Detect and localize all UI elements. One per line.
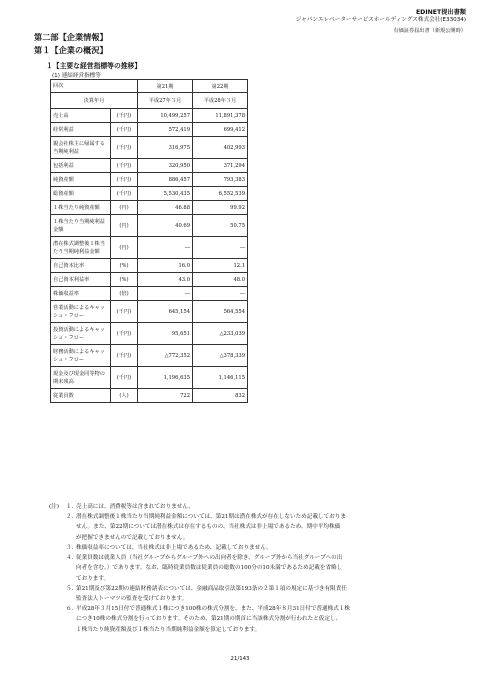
period-row bbox=[51, 93, 248, 109]
row-value-21: 5,530,435 bbox=[138, 187, 193, 201]
row-label: 自己資本利益率 bbox=[51, 273, 111, 287]
table-row bbox=[51, 287, 248, 301]
row-unit: (千円) bbox=[111, 345, 138, 367]
row-value-21: ― bbox=[138, 287, 193, 301]
row-value-21: 95,651 bbox=[138, 323, 193, 345]
row-value-22: 402,993 bbox=[193, 137, 248, 159]
note-line bbox=[66, 625, 260, 636]
document-type: 有価証券届出書（新規公開時） bbox=[393, 28, 466, 34]
row-value-21: △772,352 bbox=[138, 345, 193, 367]
row-unit: (%) bbox=[111, 259, 138, 273]
row-value-22: 6,552,539 bbox=[193, 187, 248, 201]
row-value-21: 572,419 bbox=[138, 123, 193, 137]
row-value-21: 722 bbox=[138, 389, 193, 403]
row-label: 自己資本比率 bbox=[51, 259, 111, 273]
note-line bbox=[66, 574, 109, 585]
row-value-22: 371,294 bbox=[193, 159, 248, 173]
row-label: 純資産額 bbox=[51, 173, 111, 187]
row-value-22: 12.1 bbox=[193, 259, 248, 273]
row-label: 包括利益 bbox=[51, 159, 111, 173]
row-label: 現金及び現金同等物の期末残高 bbox=[51, 367, 111, 389]
note-text: につき10株の株式分割を行っております。そのため、第21期の期首に当該株式分割が行われたと仮定し、 bbox=[76, 616, 342, 623]
row-unit: (千円) bbox=[111, 323, 138, 345]
note-text: 向者を含む。）であります。なお、臨時従業員数は従業員の総数の100分の10未満であるため記載を省略し bbox=[76, 565, 343, 572]
table-row bbox=[51, 367, 248, 389]
note-text: 潜在株式調整後１株当たり当期純利益金額については、第21期は潜在株式が存在しないため記載しておりま bbox=[76, 514, 346, 520]
row-label: 総資産額 bbox=[51, 187, 111, 201]
row-label: 潜在株式調整後１株当たり当期純利益金額 bbox=[51, 237, 111, 259]
company-name: ジャパンエレベーターサービスホールディングス株式会社(E33034) bbox=[295, 17, 466, 23]
note-number: ５． bbox=[66, 586, 78, 592]
row-value-21: 320,950 bbox=[138, 159, 193, 173]
table-header-row bbox=[51, 80, 248, 93]
row-value-21: 645,154 bbox=[138, 301, 193, 323]
row-label: １株当たり純資産額 bbox=[51, 201, 111, 215]
note-line bbox=[66, 614, 341, 625]
period-col2: 平成28年３月 bbox=[193, 93, 248, 109]
table-row bbox=[51, 159, 248, 173]
table-row bbox=[51, 301, 248, 323]
table-row bbox=[51, 273, 248, 287]
subsubsection-heading: (1) 連結経営指標等 bbox=[52, 73, 101, 79]
row-value-22: 699,412 bbox=[193, 123, 248, 137]
row-value-21: ― bbox=[138, 237, 193, 259]
row-unit: (倍) bbox=[111, 287, 138, 301]
period-label: 決算年月 bbox=[51, 93, 138, 109]
row-unit: (%) bbox=[111, 273, 138, 287]
row-unit: (円) bbox=[111, 201, 138, 215]
header-col1: 第21期 bbox=[138, 80, 193, 93]
row-value-22: 832 bbox=[193, 389, 248, 403]
note-line bbox=[66, 502, 194, 513]
row-value-22: 793,383 bbox=[193, 173, 248, 187]
note-text: 平成28年３月15日付で普通株式１株につき100株の株式分割を、また、平成28年８月31日付で普通株式１株 bbox=[76, 606, 350, 612]
note-line bbox=[66, 512, 346, 523]
row-value-21: 40.69 bbox=[138, 215, 193, 237]
note-number: １． bbox=[66, 504, 78, 510]
row-unit: (千円) bbox=[111, 173, 138, 187]
row-value-22: 564,554 bbox=[193, 301, 248, 323]
note-number: ２． bbox=[66, 514, 78, 520]
table-row bbox=[51, 201, 248, 215]
table-row bbox=[51, 173, 248, 187]
row-value-21: 46.88 bbox=[138, 201, 193, 215]
note-line bbox=[66, 584, 347, 595]
table-row bbox=[51, 323, 248, 345]
note-line bbox=[66, 533, 188, 544]
row-unit: (千円) bbox=[111, 137, 138, 159]
part-heading: 第二部【企業情報】 bbox=[34, 32, 108, 42]
table-row bbox=[51, 237, 248, 259]
note-line bbox=[66, 563, 342, 574]
row-value-22: △378,339 bbox=[193, 345, 248, 367]
financial-indicators-table bbox=[50, 79, 248, 403]
page-number: 21/143 bbox=[230, 656, 250, 662]
table-row bbox=[51, 259, 248, 273]
note-text: 監査法人トーマツの監査を受けております。 bbox=[76, 596, 188, 603]
note-line bbox=[66, 553, 342, 564]
note-number: ６． bbox=[66, 606, 78, 612]
row-label: 投資活動によるキャッシュ・フロー bbox=[51, 323, 111, 345]
table-row bbox=[51, 389, 248, 403]
row-value-22: △233,039 bbox=[193, 323, 248, 345]
row-label: 財務活動によるキャッシュ・フロー bbox=[51, 345, 111, 367]
table-row bbox=[51, 345, 248, 367]
row-value-22: 99.92 bbox=[193, 201, 248, 215]
edinet-label: EDINET提出書類 bbox=[415, 9, 466, 16]
note-line bbox=[66, 543, 272, 554]
note-line bbox=[66, 522, 340, 533]
row-label: 従業員数 bbox=[51, 389, 111, 403]
note-text: が把握できませんので記載しておりません。 bbox=[76, 534, 189, 541]
row-label: 経常利益 bbox=[51, 123, 111, 137]
row-value-21: 16.0 bbox=[138, 259, 193, 273]
row-value-21: 886,457 bbox=[138, 173, 193, 187]
row-label: 営業活動によるキャッシュ・フロー bbox=[51, 301, 111, 323]
row-unit: (千円) bbox=[111, 159, 138, 173]
row-value-22: 50.75 bbox=[193, 215, 248, 237]
row-value-21: 1,196,635 bbox=[138, 367, 193, 389]
period-col1: 平成27年３月 bbox=[138, 93, 193, 109]
row-value-22: ― bbox=[193, 287, 248, 301]
row-value-21: 316,975 bbox=[138, 137, 193, 159]
row-value-21: 10,499,257 bbox=[138, 109, 193, 123]
note-number: ４． bbox=[66, 555, 78, 561]
note-text: 売上高には、消費税等は含まれておりません。 bbox=[76, 504, 194, 510]
table-row bbox=[51, 123, 248, 137]
row-unit: (円) bbox=[111, 215, 138, 237]
note-text: ております。 bbox=[76, 575, 110, 582]
table-row bbox=[51, 109, 248, 123]
section-heading: 第１【企業の概況】 bbox=[34, 45, 108, 55]
header-col2: 第22期 bbox=[193, 80, 248, 93]
row-unit: (人) bbox=[111, 389, 138, 403]
row-value-22: 48.0 bbox=[193, 273, 248, 287]
row-unit: (千円) bbox=[111, 187, 138, 201]
table-row bbox=[51, 215, 248, 237]
row-value-22: 11,891,378 bbox=[193, 109, 248, 123]
table-row bbox=[51, 187, 248, 201]
row-unit: (千円) bbox=[111, 109, 138, 123]
row-unit: (千円) bbox=[111, 367, 138, 389]
row-value-21: 43.0 bbox=[138, 273, 193, 287]
note-text: 株価収益率については、当社株式は非上場であるため、記載しておりません。 bbox=[76, 545, 272, 551]
row-label: １株当たり当期純利益金額 bbox=[51, 215, 111, 237]
notes-label: (注) bbox=[49, 504, 59, 510]
note-text: 第21期及び第22期の連結財務諸表については、金融商品取引法第193条の２第１項の規定に基づき有限責任 bbox=[76, 586, 347, 592]
row-label: 売上高 bbox=[51, 109, 111, 123]
note-text: 従業員数は就業人員（当社グループからグループ外への出向者を除き、グループ外から当社グループへの出 bbox=[76, 555, 343, 561]
row-unit: (千円) bbox=[111, 123, 138, 137]
row-unit: (千円) bbox=[111, 301, 138, 323]
note-text: １株当たり純資産額及び１株当たり当期純利益金額を算定しております。 bbox=[76, 626, 261, 633]
note-number: ３． bbox=[66, 545, 78, 551]
subsection-heading: １【主要な経営指標等の推移】 bbox=[46, 62, 142, 70]
row-value-22: ― bbox=[193, 237, 248, 259]
note-text: せん。また、第22期については潜在株式は存在するものの、当社株式は非上場であるため、期中平均株価 bbox=[76, 524, 341, 531]
row-label: 親会社株主に帰属する当期純利益 bbox=[51, 137, 111, 159]
row-value-22: 1,146,115 bbox=[193, 367, 248, 389]
table-row bbox=[51, 137, 248, 159]
row-label: 株価収益率 bbox=[51, 287, 111, 301]
header-label: 回次 bbox=[51, 80, 138, 93]
row-unit: (円) bbox=[111, 237, 138, 259]
note-line bbox=[66, 604, 350, 615]
